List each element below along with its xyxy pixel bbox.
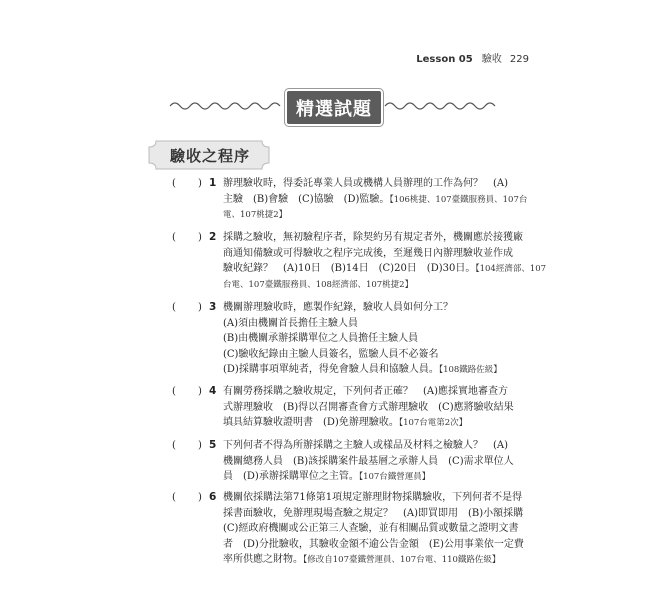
- lesson-label: Lesson 05: [416, 54, 473, 65]
- question-text: 辦理驗收時，得委託專業人員或機構人員辦理的工作為何？ (A) 主驗 (B)會驗 (C)協驗 (D)監驗。【106桃捷、107臺鐵服務員、107台 電、107桃捷2】: [223, 178, 528, 220]
- question-source: 【108鐵路佐級】: [438, 365, 502, 375]
- chapter-label: 驗收: [481, 54, 502, 65]
- question-number: 3: [209, 301, 217, 313]
- question-text: 下列何者不得為所辦採購之主驗人或樣品及材料之檢驗人？ (A) 機關總務人員 (B)該採購案件最基層之承辦人員 (C)需求單位人 員 (D)承辦採購單位之主管。【107台鐵營運員】: [223, 440, 514, 482]
- question-source: 【104經濟部、107: [475, 264, 547, 274]
- question-source: 【修改自107臺鐵營運員、107台電、110鐵路佐級】: [303, 555, 501, 565]
- question-number: 1: [209, 177, 217, 189]
- question-source: 【107台鐵營運員】: [358, 472, 431, 482]
- question-number: 5: [209, 439, 217, 451]
- question-text: 有關勞務採購之驗收規定，下列何者正確？ (A)應採實地審查方 式辦理驗收 (B)得以召開審查會方式辦理驗收 (C)應將驗收結果 填具結算驗收證明書 (D)免辦理驗收。【107台電第2次】: [223, 386, 514, 428]
- question-text: 機關辦理驗收時，應製作紀錄，驗收人員如何分工？ (A)須由機關首長擔任主驗人員 (B)由機關承辦採購單位之人員擔任主驗人員 (C)驗收紀錄由主驗人員簽名，監驗人員不必簽名 (D)採購事項單純者，得免會驗人員和協驗人員。【108鐵路佐級】: [223, 302, 502, 375]
- question-source: 【107台電第2次】: [398, 418, 468, 428]
- page-number: 229: [509, 54, 529, 65]
- page-header: [416, 50, 529, 65]
- question-number: 6: [209, 491, 217, 503]
- question-text: 機關依採購法第71條第1項規定辦理財物採購驗收，下列何者不是得 採書面驗收，免辦理現場查驗之規定？ (A)即買即用 (B)小額採購 (C)經政府機關或公正第三人查驗，並有相關品質或數量之證明文書 者 (D)分批驗收，其驗收金額不逾公告金額 (E)公用事業依一定費 率所供應之財物。【修改自107臺鐵營運員、107台電、110鐵路佐級】: [223, 492, 524, 565]
- question-source: 【106桃捷、107臺鐵服務員、107台: [389, 194, 528, 205]
- question-number: 4: [209, 385, 217, 397]
- section-title-ticket: [148, 140, 270, 170]
- section-banner: 精選試題: [285, 89, 383, 126]
- section-title: 驗收之程序: [170, 147, 251, 165]
- question-number: 2: [209, 231, 217, 243]
- question-text: 採購之驗收，無初驗程序者，除契約另有規定者外，機關應於接獲廠 商通知備驗或可得驗收之程序完成後，至遲幾日內辦理驗收並作成 驗收紀錄？ (A)10日 (B)14日 (C)20日 (D)30日。【104經濟部、107 台電、107臺鐵服務員、108經濟部、107桃捷2】: [223, 232, 547, 290]
